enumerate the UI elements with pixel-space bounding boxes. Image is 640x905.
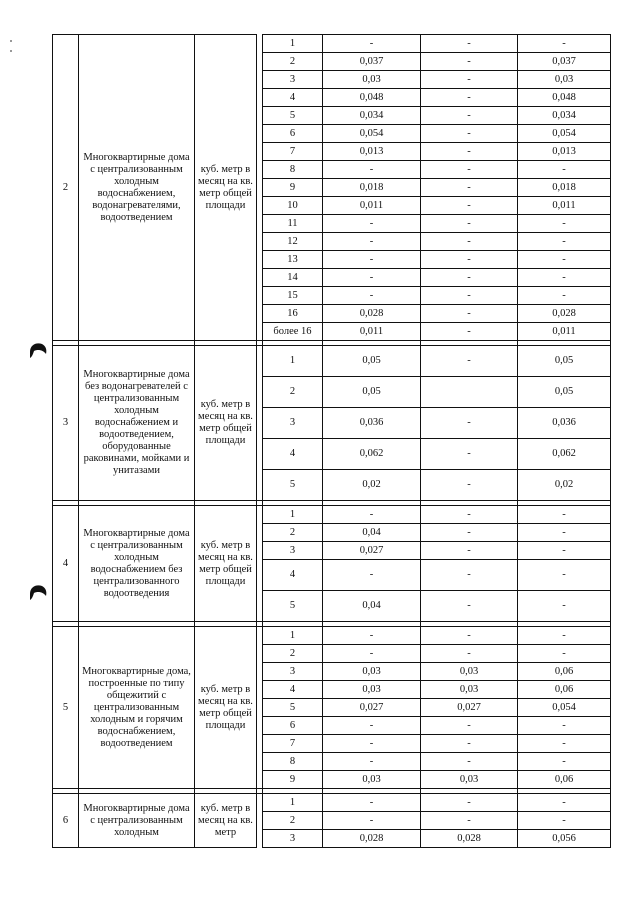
total-value-cell: 0,06: [518, 663, 611, 681]
total-value-cell: -: [518, 627, 611, 645]
category-description-cell: Многоквартирные дома с централизованным холодным: [79, 794, 195, 848]
cold-water-value-cell: -: [323, 812, 421, 830]
cold-water-value-cell: -: [323, 560, 421, 591]
floors-count-cell: 5: [263, 470, 323, 501]
hot-water-value-cell: -: [421, 408, 518, 439]
cold-water-value-cell: 0,011: [323, 323, 421, 341]
cold-water-value-cell: -: [323, 645, 421, 663]
floors-count-cell: 12: [263, 233, 323, 251]
hot-water-value-cell: -: [421, 323, 518, 341]
table-row: [53, 627, 611, 645]
cold-water-value-cell: 0,03: [323, 71, 421, 89]
floors-count-cell: 6: [263, 717, 323, 735]
total-value-cell: 0,06: [518, 771, 611, 789]
cold-water-value-cell: 0,011: [323, 197, 421, 215]
hot-water-value-cell: -: [421, 269, 518, 287]
floors-count-cell: 8: [263, 161, 323, 179]
total-value-cell: 0,036: [518, 408, 611, 439]
unit-cell: куб. метр в месяц на кв. метр общей площади: [195, 35, 257, 341]
section-number-cell: 3: [53, 346, 79, 501]
total-value-cell: 0,037: [518, 53, 611, 71]
hot-water-value-cell: 0,028: [421, 830, 518, 848]
cold-water-value-cell: 0,028: [323, 305, 421, 323]
total-value-cell: -: [518, 645, 611, 663]
hot-water-value-cell: -: [421, 524, 518, 542]
floors-count-cell: 2: [263, 53, 323, 71]
cold-water-value-cell: 0,027: [323, 542, 421, 560]
cold-water-value-cell: -: [323, 251, 421, 269]
total-value-cell: -: [518, 717, 611, 735]
total-value-cell: -: [518, 35, 611, 53]
floors-count-cell: 5: [263, 107, 323, 125]
floors-count-cell: 4: [263, 681, 323, 699]
floors-count-cell: 3: [263, 542, 323, 560]
cold-water-value-cell: 0,03: [323, 681, 421, 699]
total-value-cell: -: [518, 251, 611, 269]
floors-count-cell: более 16: [263, 323, 323, 341]
hot-water-value-cell: -: [421, 125, 518, 143]
hot-water-value-cell: -: [421, 470, 518, 501]
cold-water-value-cell: 0,034: [323, 107, 421, 125]
hot-water-value-cell: -: [421, 560, 518, 591]
floors-count-cell: 4: [263, 560, 323, 591]
unit-cell: куб. метр в месяц на кв. метр: [195, 794, 257, 848]
total-value-cell: -: [518, 161, 611, 179]
floors-count-cell: 8: [263, 753, 323, 771]
floors-count-cell: 1: [263, 627, 323, 645]
cold-water-value-cell: -: [323, 753, 421, 771]
floors-count-cell: 7: [263, 143, 323, 161]
hot-water-value-cell: -: [421, 753, 518, 771]
hot-water-value-cell: -: [421, 89, 518, 107]
cold-water-value-cell: 0,054: [323, 125, 421, 143]
cold-water-value-cell: -: [323, 717, 421, 735]
cold-water-value-cell: -: [323, 161, 421, 179]
total-value-cell: 0,034: [518, 107, 611, 125]
floors-count-cell: 9: [263, 179, 323, 197]
punch-hole-mark-icon: [28, 582, 48, 602]
hot-water-value-cell: -: [421, 233, 518, 251]
total-value-cell: 0,06: [518, 681, 611, 699]
hot-water-value-cell: -: [421, 287, 518, 305]
total-value-cell: 0,013: [518, 143, 611, 161]
hot-water-value-cell: -: [421, 197, 518, 215]
cold-water-value-cell: 0,013: [323, 143, 421, 161]
table-row: [53, 35, 611, 53]
total-value-cell: 0,054: [518, 125, 611, 143]
cold-water-value-cell: 0,04: [323, 524, 421, 542]
table-row: [53, 506, 611, 524]
total-value-cell: 0,054: [518, 699, 611, 717]
hot-water-value-cell: -: [421, 506, 518, 524]
total-value-cell: 0,062: [518, 439, 611, 470]
unit-cell: куб. метр в месяц на кв. метр общей площади: [195, 346, 257, 501]
floors-count-cell: 6: [263, 125, 323, 143]
section-number-cell: 6: [53, 794, 79, 848]
hot-water-value-cell: -: [421, 346, 518, 377]
floors-count-cell: 1: [263, 35, 323, 53]
total-value-cell: -: [518, 591, 611, 622]
hot-water-value-cell: -: [421, 215, 518, 233]
cold-water-value-cell: 0,03: [323, 663, 421, 681]
total-value-cell: -: [518, 560, 611, 591]
section-number-cell: 5: [53, 627, 79, 789]
floors-count-cell: 5: [263, 591, 323, 622]
total-value-cell: -: [518, 233, 611, 251]
cold-water-value-cell: 0,018: [323, 179, 421, 197]
unit-cell: куб. метр в месяц на кв. метр общей площади: [195, 627, 257, 789]
total-value-cell: -: [518, 287, 611, 305]
norms-table-body: [53, 35, 611, 848]
cold-water-value-cell: -: [323, 287, 421, 305]
cold-water-value-cell: -: [323, 215, 421, 233]
total-value-cell: 0,048: [518, 89, 611, 107]
category-description-cell: Многоквартирные дома без водонагревателей с централизованным холодным водоснабжением и водоотведением, оборудованные раковинами, мойками и унитазами: [79, 346, 195, 501]
total-value-cell: -: [518, 753, 611, 771]
hot-water-value-cell: -: [421, 143, 518, 161]
cold-water-value-cell: -: [323, 35, 421, 53]
total-value-cell: -: [518, 506, 611, 524]
cold-water-value-cell: -: [323, 233, 421, 251]
total-value-cell: 0,028: [518, 305, 611, 323]
category-description-cell: Многоквартирные дома с централизованным холодным водоснабжением без централизованного водоотведения: [79, 506, 195, 622]
total-value-cell: 0,011: [518, 323, 611, 341]
total-value-cell: 0,05: [518, 377, 611, 408]
hot-water-value-cell: -: [421, 439, 518, 470]
norms-table: [52, 34, 611, 848]
total-value-cell: 0,05: [518, 346, 611, 377]
cold-water-value-cell: 0,062: [323, 439, 421, 470]
cold-water-value-cell: 0,05: [323, 377, 421, 408]
floors-count-cell: 3: [263, 408, 323, 439]
floors-count-cell: 2: [263, 645, 323, 663]
floors-count-cell: 4: [263, 439, 323, 470]
section-number-cell: 2: [53, 35, 79, 341]
total-value-cell: -: [518, 812, 611, 830]
hot-water-value-cell: -: [421, 542, 518, 560]
floors-count-cell: 1: [263, 506, 323, 524]
hot-water-value-cell: -: [421, 627, 518, 645]
cold-water-value-cell: -: [323, 269, 421, 287]
floors-count-cell: 4: [263, 89, 323, 107]
cold-water-value-cell: 0,03: [323, 771, 421, 789]
cold-water-value-cell: -: [323, 627, 421, 645]
floors-count-cell: 14: [263, 269, 323, 287]
cold-water-value-cell: -: [323, 794, 421, 812]
floors-count-cell: 2: [263, 524, 323, 542]
floors-count-cell: 1: [263, 346, 323, 377]
hot-water-value-cell: 0,027: [421, 699, 518, 717]
total-value-cell: -: [518, 542, 611, 560]
total-value-cell: 0,056: [518, 830, 611, 848]
table-row: [53, 794, 611, 812]
floors-count-cell: 16: [263, 305, 323, 323]
cold-water-value-cell: 0,037: [323, 53, 421, 71]
floors-count-cell: 15: [263, 287, 323, 305]
floors-count-cell: 3: [263, 663, 323, 681]
floors-count-cell: 3: [263, 830, 323, 848]
category-description-cell: Многоквартирные дома, построенные по типу общежитий с централизованным холодным и горячим водоснабжением, водоотведением: [79, 627, 195, 789]
floors-count-cell: 10: [263, 197, 323, 215]
floors-count-cell: 5: [263, 699, 323, 717]
floors-count-cell: 2: [263, 812, 323, 830]
punch-hole-mark-icon: [28, 340, 48, 360]
floors-count-cell: 2: [263, 377, 323, 408]
total-value-cell: 0,02: [518, 470, 611, 501]
floors-count-cell: 11: [263, 215, 323, 233]
table-row: [53, 346, 611, 377]
hot-water-value-cell: -: [421, 53, 518, 71]
hot-water-value-cell: -: [421, 179, 518, 197]
total-value-cell: 0,011: [518, 197, 611, 215]
total-value-cell: -: [518, 524, 611, 542]
cold-water-value-cell: -: [323, 735, 421, 753]
hot-water-value-cell: -: [421, 251, 518, 269]
floors-count-cell: 13: [263, 251, 323, 269]
hot-water-value-cell: 0,03: [421, 771, 518, 789]
total-value-cell: -: [518, 794, 611, 812]
floors-count-cell: 3: [263, 71, 323, 89]
category-description-cell: Многоквартирные дома с централизованным холодным водоснабжением, водонагревателями, водоотведением: [79, 35, 195, 341]
cold-water-value-cell: -: [323, 506, 421, 524]
floors-count-cell: 9: [263, 771, 323, 789]
section-number-cell: 4: [53, 506, 79, 622]
hot-water-value-cell: -: [421, 305, 518, 323]
total-value-cell: -: [518, 735, 611, 753]
floors-count-cell: 7: [263, 735, 323, 753]
hot-water-value-cell: -: [421, 161, 518, 179]
total-value-cell: 0,03: [518, 71, 611, 89]
total-value-cell: -: [518, 269, 611, 287]
hot-water-value-cell: -: [421, 735, 518, 753]
hot-water-value-cell: -: [421, 794, 518, 812]
cold-water-value-cell: 0,028: [323, 830, 421, 848]
hot-water-value-cell: [421, 377, 518, 408]
cold-water-value-cell: 0,05: [323, 346, 421, 377]
hot-water-value-cell: 0,03: [421, 663, 518, 681]
hot-water-value-cell: -: [421, 71, 518, 89]
cold-water-value-cell: 0,048: [323, 89, 421, 107]
scan-speck: [10, 50, 12, 52]
total-value-cell: 0,018: [518, 179, 611, 197]
hot-water-value-cell: -: [421, 812, 518, 830]
hot-water-value-cell: -: [421, 591, 518, 622]
hot-water-value-cell: -: [421, 645, 518, 663]
hot-water-value-cell: 0,03: [421, 681, 518, 699]
cold-water-value-cell: 0,027: [323, 699, 421, 717]
hot-water-value-cell: -: [421, 717, 518, 735]
cold-water-value-cell: 0,02: [323, 470, 421, 501]
total-value-cell: -: [518, 215, 611, 233]
hot-water-value-cell: -: [421, 107, 518, 125]
cold-water-value-cell: 0,04: [323, 591, 421, 622]
unit-cell: куб. метр в месяц на кв. метр общей площади: [195, 506, 257, 622]
floors-count-cell: 1: [263, 794, 323, 812]
hot-water-value-cell: -: [421, 35, 518, 53]
scan-speck: [10, 40, 12, 42]
cold-water-value-cell: 0,036: [323, 408, 421, 439]
